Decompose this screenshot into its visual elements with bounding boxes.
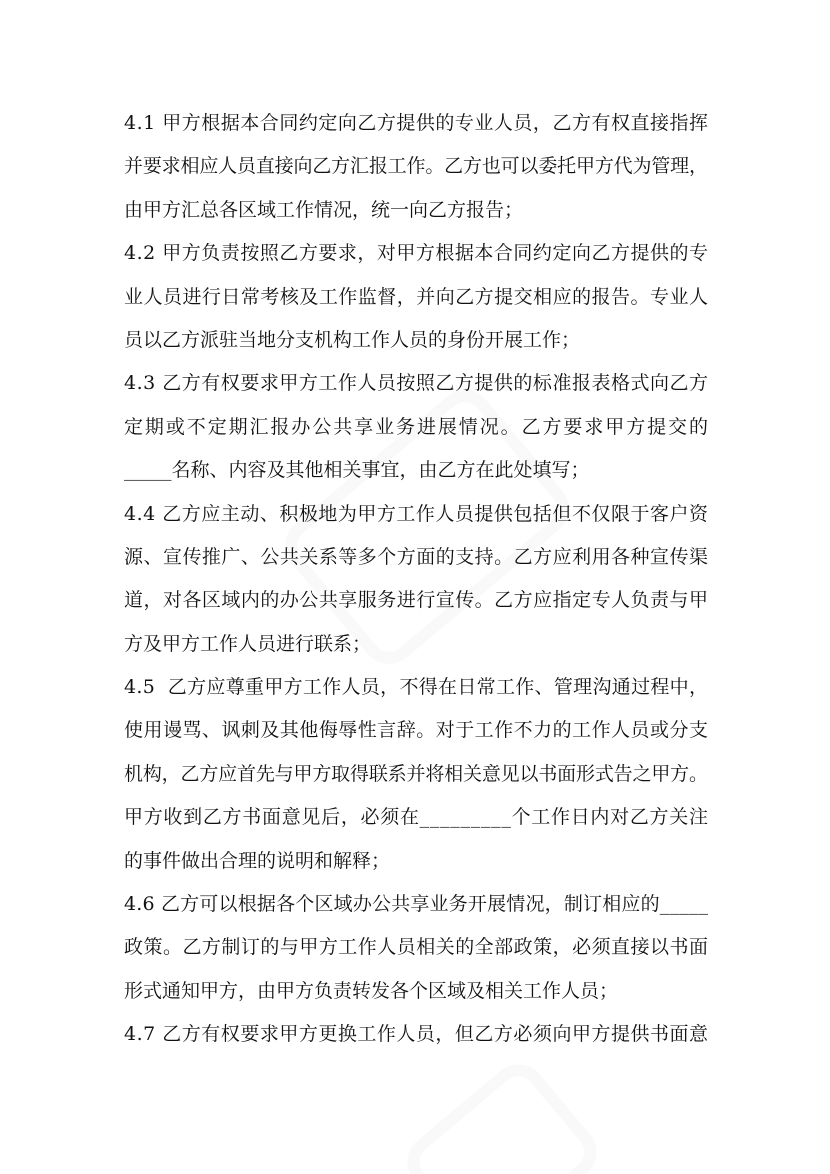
text-line: _____名称、内容及其他相关事宜，由乙方在此处填写；	[124, 459, 590, 482]
text-line: 机构，乙方应首先与甲方取得联系并将相关意见以书面形式告之甲方。	[124, 762, 708, 785]
text-line: 4.5 乙方应尊重甲方工作人员，不得在日常工作、管理沟通过程中，	[124, 676, 709, 699]
text-line: 业人员进行日常考核及工作监督，并向乙方提交相应的报告。专业人	[124, 285, 709, 308]
text-line: 定期或不定期汇报办公共享业务进展情况。乙方要求甲方提交的	[124, 415, 710, 438]
text-line: 4.2 甲方负责按照乙方要求，对甲方根据本合同约定向乙方提供的专	[124, 242, 709, 265]
text-line: 4.3 乙方有权要求甲方工作人员按照乙方提供的标准报表格式向乙方	[124, 372, 709, 395]
text-line: 使用谩骂、讽刺及其他侮辱性言辞。对于工作不力的工作人员或分支	[124, 719, 709, 742]
text-line: 方及甲方工作人员进行联系；	[124, 632, 372, 655]
text-line: 的事件做出合理的说明和解释；	[124, 849, 391, 872]
text-line: 4.1 甲方根据本合同约定向乙方提供的专业人员，乙方有权直接指挥	[124, 112, 709, 134]
clause-4-6	[124, 883, 708, 1013]
clause-4-1	[124, 102, 708, 232]
clause-4-4	[124, 493, 708, 667]
text-line: 由甲方汇总各区域工作情况，统一向乙方报告；	[124, 198, 524, 221]
text-line: 4.4 乙方应主动、积极地为甲方工作人员提供包括但不仅限于客户资	[124, 502, 709, 525]
clause-4-5	[124, 666, 708, 883]
clause-4-2	[124, 232, 708, 362]
document-body	[124, 102, 708, 1057]
clause-4-3	[124, 362, 708, 492]
watermark-mark	[396, 1053, 608, 1174]
text-line: 政策。乙方制订的与甲方工作人员相关的全部政策，必须直接以书面	[124, 936, 709, 959]
text-line: 员以乙方派驻当地分支机构工作人员的身份开展工作；	[124, 328, 581, 351]
text-line: 并要求相应人员直接向乙方汇报工作。乙方也可以委托甲方代为管理，	[124, 155, 708, 178]
text-line: 道，对各区域内的办公共享服务进行宣传。乙方应指定专人负责与甲	[124, 589, 709, 612]
text-line: 源、宣传推广、公共关系等多个方面的支持。乙方应利用各种宣传渠	[124, 545, 709, 568]
text-line: 甲方收到乙方书面意见后，必须在_________个工作日内对乙方关注	[124, 806, 709, 829]
clause-4-7	[124, 1013, 708, 1056]
text-line: 4.7 乙方有权要求甲方更换工作人员，但乙方必须向甲方提供书面意	[124, 1023, 709, 1046]
text-line: 4.6 乙方可以根据各个区域办公共享业务开展情况，制订相应的_____	[124, 893, 709, 916]
text-line: 形式通知甲方，由甲方负责转发各个区域及相关工作人员；	[124, 979, 619, 1002]
